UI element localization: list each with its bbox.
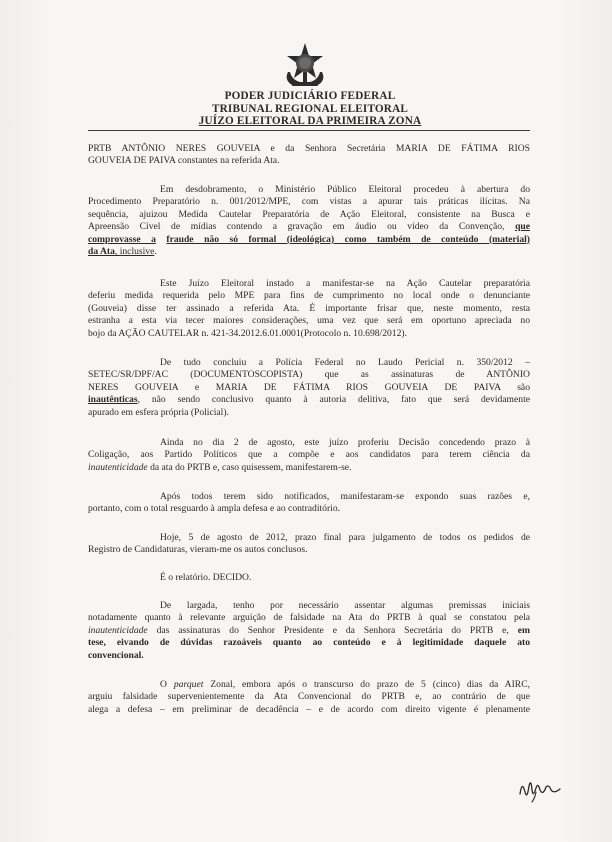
p9-line-2: arguiu falsidade supervenientemente da Ata Convencional do PRTB e, ao contrário de que <box>88 691 530 703</box>
paragraph-4 <box>88 437 530 474</box>
p0-line-1: PRTB ANTÔNIO NERES GOUVEIA e da Senhora Secretária MARIA DE FÁTIMA RIOS <box>88 143 530 154</box>
handwritten-signature-icon <box>516 772 566 806</box>
p6-line-1: Hoje, 5 de agosto de 2012, prazo final para julgamento de todos os pedidos de <box>160 532 530 543</box>
p3-line-1: De tudo concluiu a Polícia Federal no Laudo Pericial n. 350/2012 – <box>160 357 530 368</box>
p5-line-2: portanto, com o total resguardo à ampla defesa e ao contraditório. <box>88 503 341 515</box>
paragraph-6 <box>88 532 530 557</box>
p3-line-5: apurado em esfera própria (Policial). <box>88 406 229 418</box>
p8-line-4: tese, eivando de dúvidas razoáveis quanto ao conteúdo e à legitimidade daquele ato <box>88 637 530 649</box>
header-divider <box>88 130 530 131</box>
p0-line-2: GOUVEIA DE PAIVA constantes na referida Ata. <box>88 155 280 167</box>
p3-line-4-text: , não sendo conclusivo quanto à autoria delitiva, fato que será devidamente <box>137 394 530 406</box>
p1-line-4-text: Apreensão Cível de mídias contendo a gravação em áudio ou vídeo da Convenção, <box>88 221 505 233</box>
p9-line-1-italic: parquet <box>173 679 204 690</box>
p1-line-4-emphasis: que <box>515 221 530 233</box>
p1-line-1: Em desdobramento, o Ministério Público Eleitoral procedeu à abertura do <box>160 184 530 195</box>
p3-line-4 <box>88 394 530 406</box>
p3-line-2: SETEC/SR/DPF/AC (DOCUMENTOSCOPISTA) que as assinaturas de ANTÔNIO <box>88 369 530 381</box>
p4-line-1: Ainda no dia 2 de agosto, este juízo proferiu Decisão concedendo prazo à <box>160 437 530 448</box>
p4-line-3-text: da ata do PRTB e, caso quisessem, manifestarem-se. <box>150 461 352 473</box>
p1-line-2: Procedimento Preparatório n. 001/2012/MPE, com vistas a apurar tais práticas ilícitas. Na <box>88 196 530 208</box>
p1-line-6-underlined: , inclusive <box>114 246 155 258</box>
p7-line-1: É o relatório. DECIDO. <box>160 572 252 583</box>
p9-line-3: alega a defesa – em preliminar de decadência – e de acordo com direito vigente é plenamente <box>88 703 530 715</box>
p8-line-2: notadamente quanto à relevante arguição de falsidade na Ata do PRTB à qual se constatou pela <box>88 612 530 624</box>
header-line-1: PODER JUDICIÁRIO FEDERAL <box>224 90 396 102</box>
court-header <box>150 90 470 128</box>
paragraph-8 <box>88 600 530 662</box>
paragraph-5 <box>88 491 530 516</box>
p8-line-3 <box>88 625 530 637</box>
p2-line-2: deferiu medida requerida pelo MPE para fins de cumprimento no local onde o denunciante <box>88 290 530 302</box>
p5-line-1: Após todos terem sido notificados, manifestaram-se expondo suas razões e, <box>160 491 530 502</box>
p8-line-5: convencional. <box>88 649 144 661</box>
p8-line-3-italic: inautenticidade <box>88 624 148 636</box>
paragraph-9 <box>88 679 530 716</box>
p4-line-3 <box>88 462 530 474</box>
p2-line-1: Este Juízo Eleitoral instado a manifestar-se na Ação Cautelar preparatória <box>160 278 530 289</box>
p9-line-1 <box>88 679 530 691</box>
header-line-3: JUÍZO ELEITORAL DA PRIMEIRA ZONA <box>198 115 422 128</box>
paragraph-7 <box>88 572 530 584</box>
p3-line-3: NERES GOUVEIA e MARIA DE FÁTIMA RIOS GOUVEIA DE PAIVA são <box>88 381 530 393</box>
paragraph-3 <box>88 357 530 419</box>
paragraph-2 <box>88 278 530 340</box>
p1-line-3: sequência, ajuizou Medida Cautelar Preparatória de Ação Eleitoral, consistente na Busca e <box>88 208 530 220</box>
coat-of-arms-icon <box>282 42 328 88</box>
p6-line-2: Registro de Candidaturas, vieram-me os autos conclusos. <box>88 544 308 556</box>
paragraph-0 <box>88 143 530 168</box>
p9-line-1-text: Zonal, embora após o transcurso do prazo de 5 (cinco) dias da AIRC, <box>210 679 530 690</box>
p1-line-6 <box>88 246 530 258</box>
p8-line-3-text: das assinaturas do Senhor Presidente e da Senhora Secretária do PRTB e, <box>156 624 509 636</box>
p2-line-4: estranha a esta via tecer maiores considerações, uma vez que será em oportuno apreciada no <box>88 315 530 327</box>
p9-line-1-lead: O <box>160 679 167 690</box>
p8-line-1: De largada, tenho por necessário assentar algumas premissas iniciais <box>160 600 530 611</box>
p4-line-2: Coligação, aos Partido Políticos que a compõe e aos candidatos para terem ciência da <box>88 449 530 461</box>
header-line-2: TRIBUNAL REGIONAL ELEITORAL <box>211 102 409 115</box>
p4-line-3-italic: inautenticidade <box>88 461 148 473</box>
p3-line-4-emphasis: inautênticas <box>88 394 138 406</box>
p1-line-6-period: . <box>154 246 157 258</box>
p1-line-6-emphasis: da Ata <box>88 246 115 258</box>
p1-line-5 <box>88 234 530 246</box>
p1-line-5-lead: comprovasse a <box>88 233 156 245</box>
p1-line-4 <box>88 221 530 233</box>
p1-line-5-emphasis: fraude não só formal (ideológica) como também de conteúdo (material) <box>166 233 530 245</box>
p2-line-5: bojo da AÇÃO CAUTELAR n. 421-34.2012.6.01.0001(Protocolo n. 10.698/2012). <box>88 327 407 339</box>
p2-line-3: (Gouveia) disse ter assinado a referida Ata. É importante frisar que, neste momento, resta <box>88 302 530 314</box>
paragraph-1 <box>88 184 530 258</box>
p8-line-3-bold: em <box>517 624 530 636</box>
